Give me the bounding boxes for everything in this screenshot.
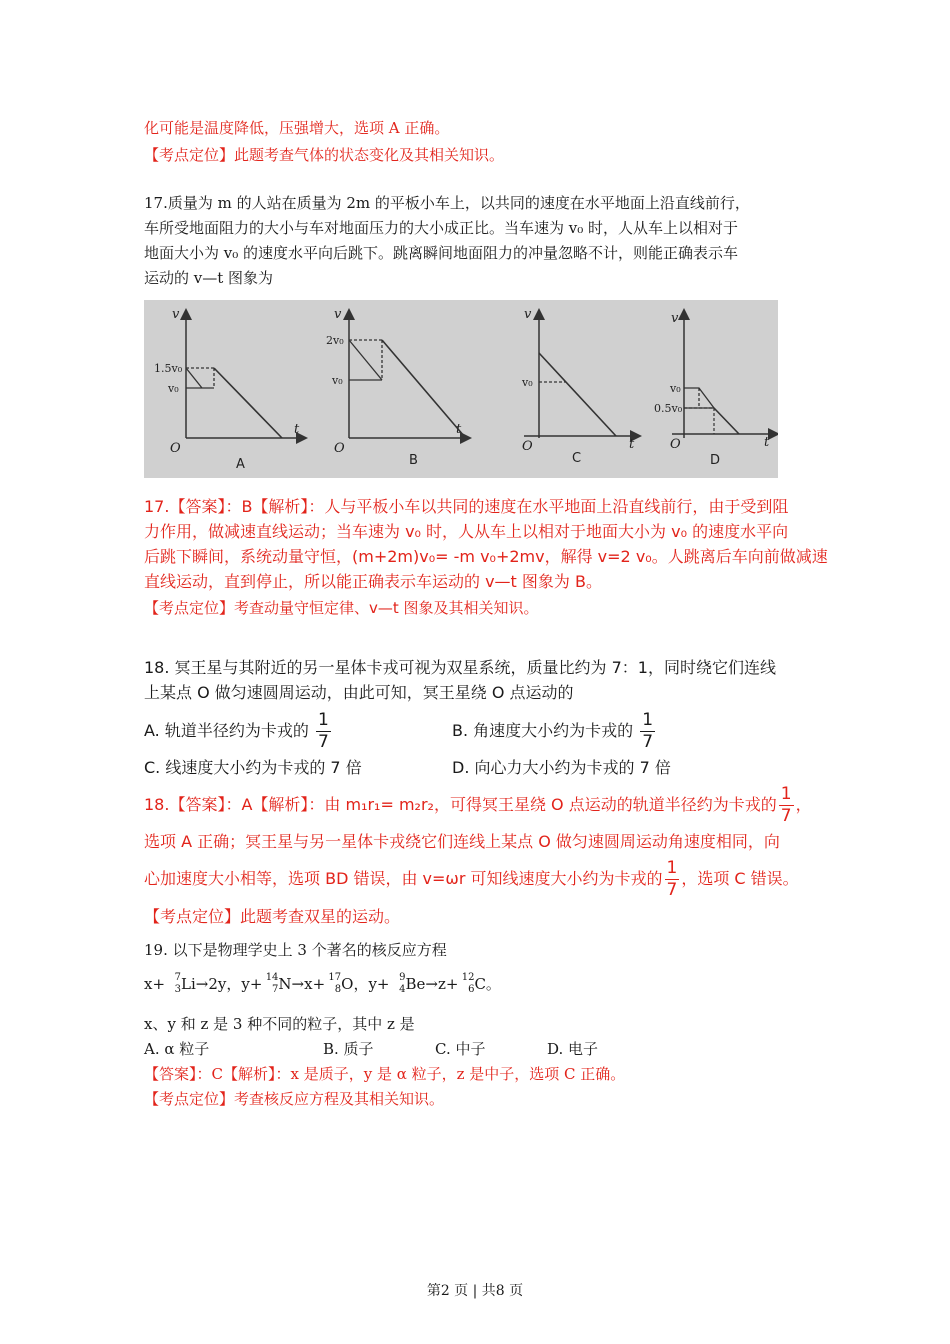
graph-d-y2: 0.5v₀ [654,402,683,415]
q19-kaodian: 【考点定位】考查核反应方程及其相关知识。 [144,1090,445,1108]
q16-kaodian: 【考点定位】此题考查气体的状态变化及其相关知识。 [144,146,505,164]
graph-c-t-axis: t [629,437,635,452]
q18-kaodian: 【考点定位】此题考查双星的运动。 [144,907,401,926]
graph-b-y2: v₀ [332,374,343,387]
graph-a-origin: O [170,441,181,456]
graph-b-y1: 2v₀ [326,334,344,347]
graph-b-v-axis: v [334,307,342,322]
q18-answer-line1-tail: ， [795,795,812,814]
graph-a-y2: v₀ [168,382,179,395]
q18-answer-line3 [144,858,799,900]
q16-analysis-tail: 化可能是温度降低，压强增大，选项 A 正确。 [144,119,450,137]
q17-stem-line2: 车所受地面阻力的大小与车对地面压力的大小成正比。当车速为 v₀ 时，人从车上以相对于 [144,219,739,237]
q17-stem-line1: 17.质量为 m 的人站在质量为 2m 的平板小车上，以共同的速度在水平地面上沿直线前行， [144,194,750,212]
page-footer: 第2 页 | 共8 页 [426,1283,524,1299]
graph-a-y1: 1.5v₀ [154,362,183,375]
q19-stem-line1: 19. 以下是物理学史上 3 个著名的核反应方程 [144,941,447,959]
q17-vt-graphs [144,300,778,478]
graph-c-label: C [572,451,582,466]
q17-answer-line1: 17.【答案】：B【解析】：人与平板小车以共同的速度在水平地面上沿直线前行，由于受到阻 [144,497,789,516]
q17-kaodian: 【考点定位】考查动量守恒定律、v—t 图象及其相关知识。 [144,599,539,617]
graph-a-label: A [236,457,245,472]
graph-b-origin: O [334,441,345,456]
graph-d [654,311,774,468]
q18-answer-line2: 选项 A 正确；冥王星与另一星体卡戎绕它们连线上某点 O 做匀速圆周运动角速度相同，向 [144,832,780,851]
q18-stem-line2: 上某点 O 做匀速圆周运动，由此可知，冥王星绕 O 点运动的 [144,683,574,702]
q19-stem-line3: x、y 和 z 是 3 种不同的粒子，其中 z 是 [144,1015,415,1033]
graph-b-t-axis: t [456,422,462,437]
q17-answer-line2: 力作用，做减速直线运动；当车速为 v₀ 时，人从车上以相对于地面大小为 v₀ 的速度水平向 [144,522,789,541]
q18-option-a-text: A. 轨道半径约为卡戎的 [144,721,309,740]
q18-answer-line1-text: 18.【答案】：A【解析】：由 m₁r₁= m₂r₂，可得冥王星绕 O 点运动的轨道半径约为卡戎的 [144,795,777,814]
graph-d-v-axis: v [671,311,679,326]
q18-answer-frac2: $\frac{1}{7}$ [666,858,678,900]
q18-option-b [452,710,657,752]
q18-option-a-frac: $\frac{1}{7}$ [317,710,329,752]
q19-option-a: A. α 粒子 [144,1040,210,1058]
q19-option-c: C. 中子 [435,1040,486,1058]
q18-option-c: C. 线速度大小约为卡戎的 7 倍 [144,758,362,777]
q17-answer-line4: 直线运动，直到停止，所以能正确表示车运动的 v—t 图象为 B。 [144,572,602,591]
graph-d-y1: v₀ [670,382,681,395]
q19-option-b: B. 质子 [323,1040,374,1058]
q18-answer-line3-tail: ，选项 C 错误。 [681,869,799,888]
graph-a [154,307,302,472]
graph-c [521,307,636,466]
graph-d-origin: O [670,437,681,452]
q17-stem-line4: 运动的 v—t 图象为 [144,269,274,287]
graph-d-t-axis: t [764,435,770,450]
graph-c-v-axis: v [524,307,532,322]
graph-b [326,307,466,468]
graph-b-label: B [409,453,418,468]
graph-a-t-axis: t [294,422,300,437]
q18-answer-line3-text: 心加速度大小相等，选项 BD 错误，由 v=ωr 可知线速度大小约为卡戎的 [144,869,663,888]
q18-option-b-frac: $\frac{1}{7}$ [642,710,654,752]
q19-answer: 【答案】：C【解析】：x 是质子，y 是 α 粒子，z 是中子，选项 C 正确。 [144,1065,626,1083]
q18-answer-frac1: $\frac{1}{7}$ [780,784,792,826]
q18-option-a [144,710,333,752]
graph-d-label: D [710,453,721,468]
q19-equation: x+ 7 3 Li→2y，y+ 14 7 N→x+ 17 8 O，y+ 9 4 Be→z+ 12 6 C。 [144,972,501,995]
graph-c-origin: O [522,439,533,454]
graph-c-y1: v₀ [522,376,533,389]
q18-option-d: D. 向心力大小约为卡戎的 7 倍 [452,758,671,777]
q18-answer-line1 [144,784,812,826]
q17-stem-line3: 地面大小为 v₀ 的速度水平向后跳下。跳离瞬间地面阻力的冲量忽略不计，则能正确表示车 [144,244,739,262]
q18-option-b-text: B. 角速度大小约为卡戎的 [452,721,634,740]
graph-a-v-axis: v [172,307,180,322]
q19-option-d: D. 电子 [547,1040,599,1058]
q18-stem-line1: 18. 冥王星与其附近的另一星体卡戎可视为双星系统，质量比约为 7：1，同时绕它们连线 [144,658,776,677]
q17-answer-line3: 后跳下瞬间，系统动量守恒，(m+2m)v₀= -m v₀+2mv，解得 v=2 v₀。人跳离后车向前做减速 [144,547,828,566]
